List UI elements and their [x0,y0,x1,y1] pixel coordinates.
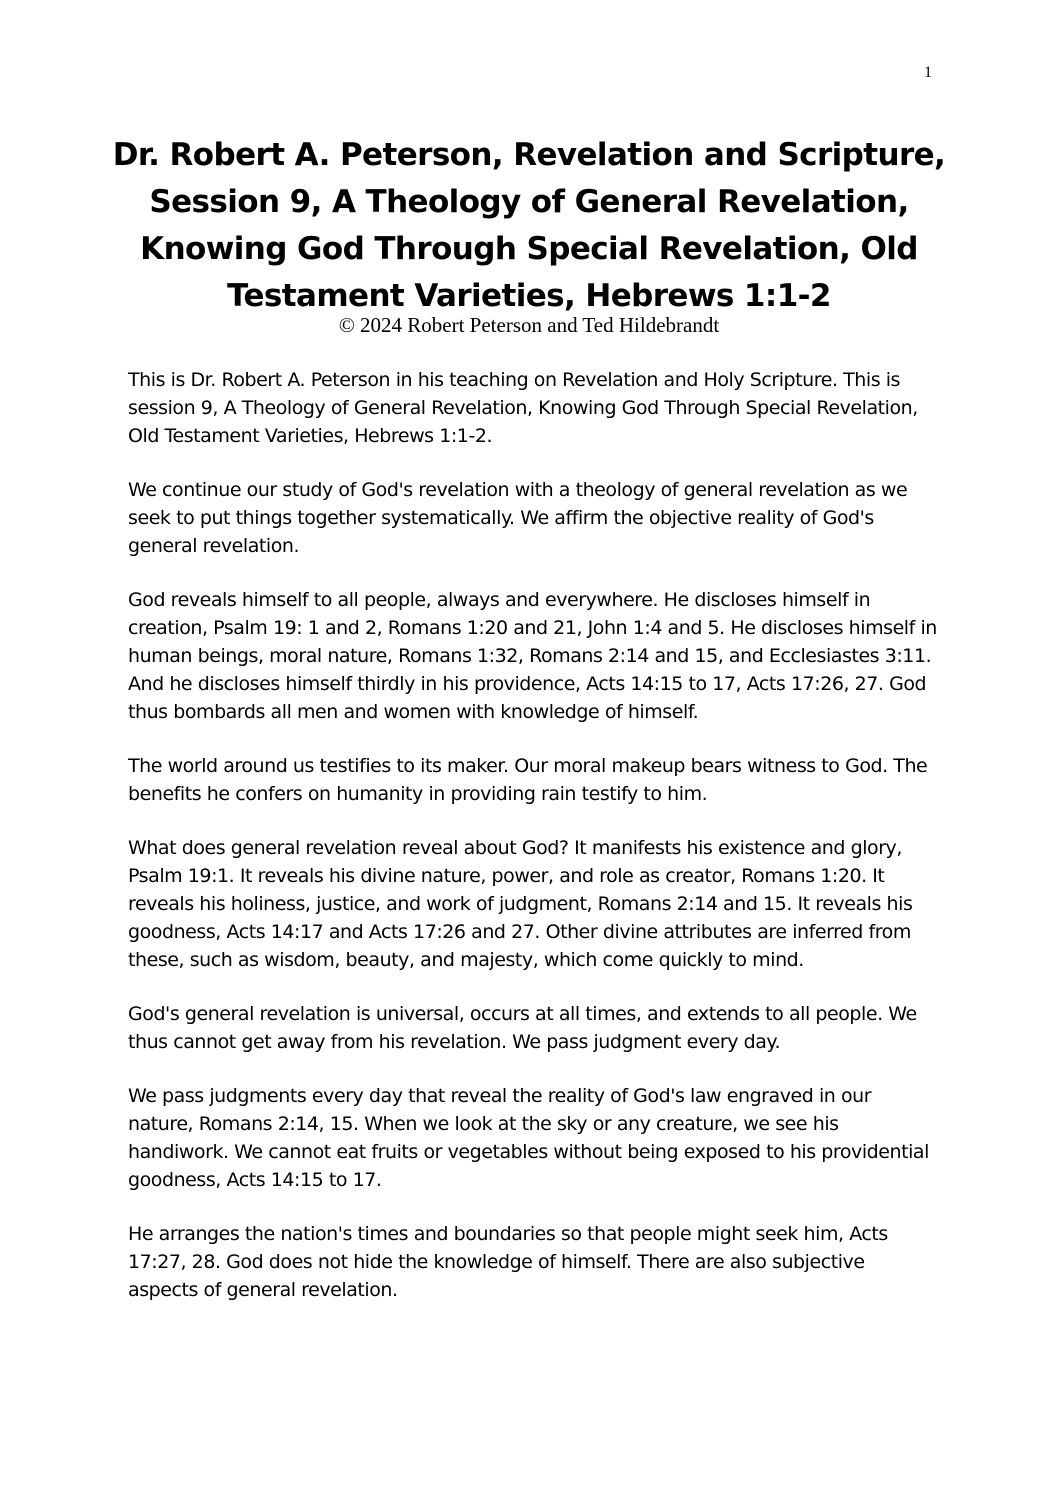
body-paragraph: We pass judgments every day that reveal the reality of God's law engraved in our nature, Romans 2:14, 15. When we look at the sky or any creature, we see his handiwork. We cannot eat fruits or vegetables without being exposed to his providential goodness, Acts 14:15 to 17. [128,1085,929,1191]
body-paragraph: God reveals himself to all people, always and everywhere. He discloses himself in creation, Psalm 19: 1 and 2, Romans 1:20 and 21, John 1:4 and 5. He discloses himself in human beings, moral nature, Romans 1:32, Romans 2:14 and 15, and Ecclesiastes 3:11. And he discloses himself thirdly in his providence, Acts 14:15 to 17, Acts 17:26, 27. God thus bombards all men and women with knowledge of himself. [128,589,937,723]
document-title: Dr. Robert A. Peterson, Revelation and Scripture, Session 9, A Theology of General Revelation, Knowing God Through Special Revelation, Old Testament Varieties, Hebrews 1:1-2 [112,137,946,314]
body-paragraph: We continue our study of God's revelation with a theology of general revelation as we seek to put things together systematically. We affirm the objective reality of God's general revelation. [128,479,908,557]
copyright-notice: © 2024 Robert Peterson and Ted Hildebrandt [338,313,720,337]
body-paragraph: He arranges the nation's times and boundaries so that people might seek him, Acts 17:27, 28. God does not hide the knowledge of himself. There are also subjective aspects of general revelation. [128,1223,888,1301]
body-paragraph: God's general revelation is universal, occurs at all times, and extends to all people. We thus cannot get away from his revelation. We pass judgment every day. [128,1003,917,1053]
page-number: 1 [924,64,932,81]
document-body [128,366,940,1330]
body-paragraph: What does general revelation reveal about God? It manifests his existence and glory, Psalm 19:1. It reveals his divine nature, power, and role as creator, Romans 1:20. It reveals his holiness, justice, and work of judgment, Romans 2:14 and 15. It reveals his goodness, Acts 14:17 and Acts 17:26 and 27. Other divine attributes are inferred from these, such as wisdom, beauty, and majesty, which come quickly to mind. [128,837,913,971]
body-paragraph: The world around us testifies to its maker. Our moral makeup bears witness to God. The benefits he confers on humanity in providing rain testify to him. [128,755,928,805]
body-paragraph: This is Dr. Robert A. Peterson in his teaching on Revelation and Holy Scripture. This is session 9, A Theology of General Revelation, Knowing God Through Special Revelation, Old Testament Varieties, Hebrews 1:1-2. [128,369,918,447]
